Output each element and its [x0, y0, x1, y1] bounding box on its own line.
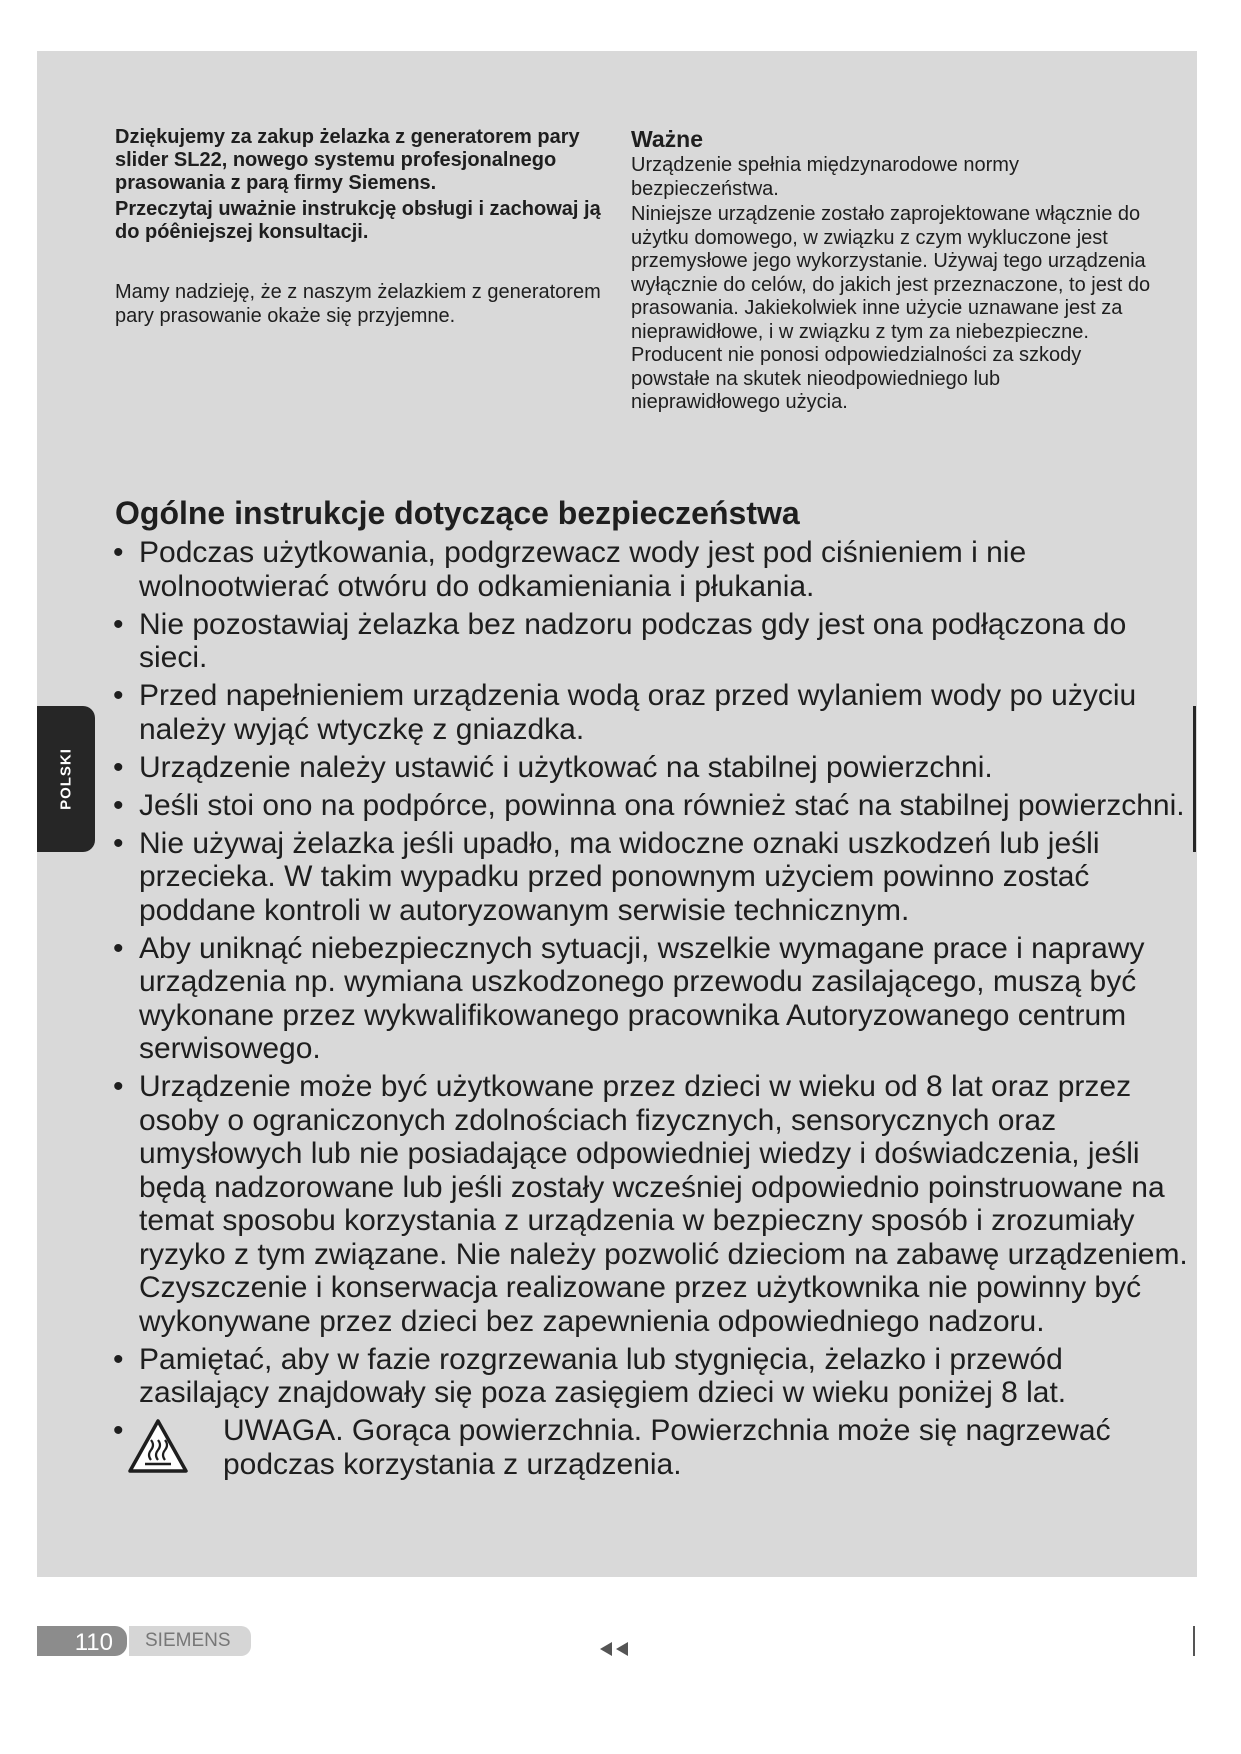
- safety-item: • Podczas użytkowania, podgrzewacz wody jest pod ciśnieniem i nie wolnootwierać otwóru do odkamieniania i płukania.: [113, 536, 1193, 603]
- intro-hope: Mamy nadzieję, że z naszym żelazkiem z generatorem pary prasowanie okaże się przyjemne.: [115, 281, 601, 327]
- intro-read-instructions: Przeczytaj uważnie instrukcję obsługi i zachowaj ją do póêniejszej konsultacji.: [115, 198, 601, 243]
- warning-text-line2: podczas korzystania z urządzenia.: [223, 1447, 682, 1481]
- safety-list: [113, 536, 1193, 1486]
- safety-item: • Przed napełnieniem urządzenia wodą oraz przed wylaniem wody po użyciu należy wyjąć wtyczkę z gniazdka.: [113, 679, 1193, 746]
- language-tab: [37, 706, 95, 852]
- rewind-icon[interactable]: [598, 1641, 632, 1657]
- intro-column: [115, 126, 625, 328]
- right-edge-marker: [1193, 706, 1196, 852]
- intro-thanks: Dziękujemy za zakup żelazka z generatorem pary slider SL22, nowego systemu profesjonalnego prasowania z parą firmy Siemens.: [115, 126, 580, 194]
- safety-item: • Nie pozostawiaj żelazka bez nadzoru podczas gdy jest ona podłączona do sieci.: [113, 608, 1193, 675]
- language-tab-label: POLSKI: [57, 748, 75, 810]
- safety-item: • Urządzenie należy ustawić i użytkować na stabilnej powierzchni.: [113, 751, 1193, 785]
- safety-item: • Pamiętać, aby w fazie rozgrzewania lub stygnięcia, żelazko i przewód zasilający znajdowały się poza zasięgiem dzieci w wieku poniżej 8 lat.: [113, 1343, 1193, 1410]
- important-column: [631, 126, 1151, 417]
- footer-edge-marker: [1193, 1626, 1195, 1656]
- safety-item: • Aby uniknąć niebezpiecznych sytuacji, wszelkie wymagane prace i naprawy urządzenia np. wymiana uszkodzonego przewodu zasilającego, muszą być wykonane przez wykwalifikowanego pracownika Autoryzowanego centrum serwisowego.: [113, 932, 1193, 1066]
- brand-label: SIEMENS: [145, 1630, 231, 1651]
- safety-item: • Nie używaj żelazka jeśli upadło, ma widoczne oznaki uszkodzeń lub jeśli przecieka. W takim wypadku przed ponownym użyciem powinno zostać poddane kontroli w autoryzowanym serwisie technicznym.: [113, 827, 1193, 928]
- page-number: 110: [74, 1629, 113, 1656]
- brand-badge: [129, 1626, 251, 1656]
- warning-text-line1: UWAGA. Gorąca powierzchnia. Powierzchnia może się nagrzewać: [223, 1414, 1111, 1447]
- safety-item-warning: [113, 1414, 1193, 1481]
- important-norms: Urządzenie spełnia międzynarodowe normy bezpieczeństwa.: [631, 154, 1019, 200]
- safety-item: • Urządzenie może być użytkowane przez dzieci w wieku od 8 lat oraz przez osoby o ograniczonych zdolnościach fizycznych, sensorycznych oraz umysłowych lub nie posiadające odpowiedniej wiedzy i doświadczenia, jeśli będą nadzorowane lub jeśli zostały wcześniej odpowiednio poinstruowane na temat sposobu korzystania z urządzenia w bezpieczny sposób i zrozumiały ryzyko z tym związane. Nie należy pozwolić dzieciom na zabawę urządzeniem. Czyszczenie i konserwacja realizowane przez użytkownika nie powinny być wykonywane przez dzieci bez zapewnienia odpowiedniego nadzoru.: [113, 1070, 1193, 1338]
- important-usage: Niniejsze urządzenie zostało zaprojektowane włącznie do użytku domowego, w związku z czym wykluczone jest przemysłowe jego wykorzystanie. Używaj tego urządzenia wyłącznie do celów, do jakich jest przeznaczone, to jest do prasowania. Jakiekolwiek inne użycie uznawane jest za nieprawidłowe, i w związku z tym za niebezpieczne. Producent nie ponosi odpowiedzialności za szkody powstałe na skutek nieodpowiedniego lub nieprawidłowego użycia.: [631, 203, 1151, 413]
- hot-surface-icon: [127, 1418, 189, 1474]
- safety-title: Ogólne instrukcje dotyczące bezpieczeństwa: [115, 495, 800, 531]
- safety-item: • Jeśli stoi ono na podpórce, powinna ona również stać na stabilnej powierzchni.: [113, 789, 1193, 823]
- important-heading: Ważne: [631, 126, 703, 152]
- page-number-badge: [37, 1626, 127, 1656]
